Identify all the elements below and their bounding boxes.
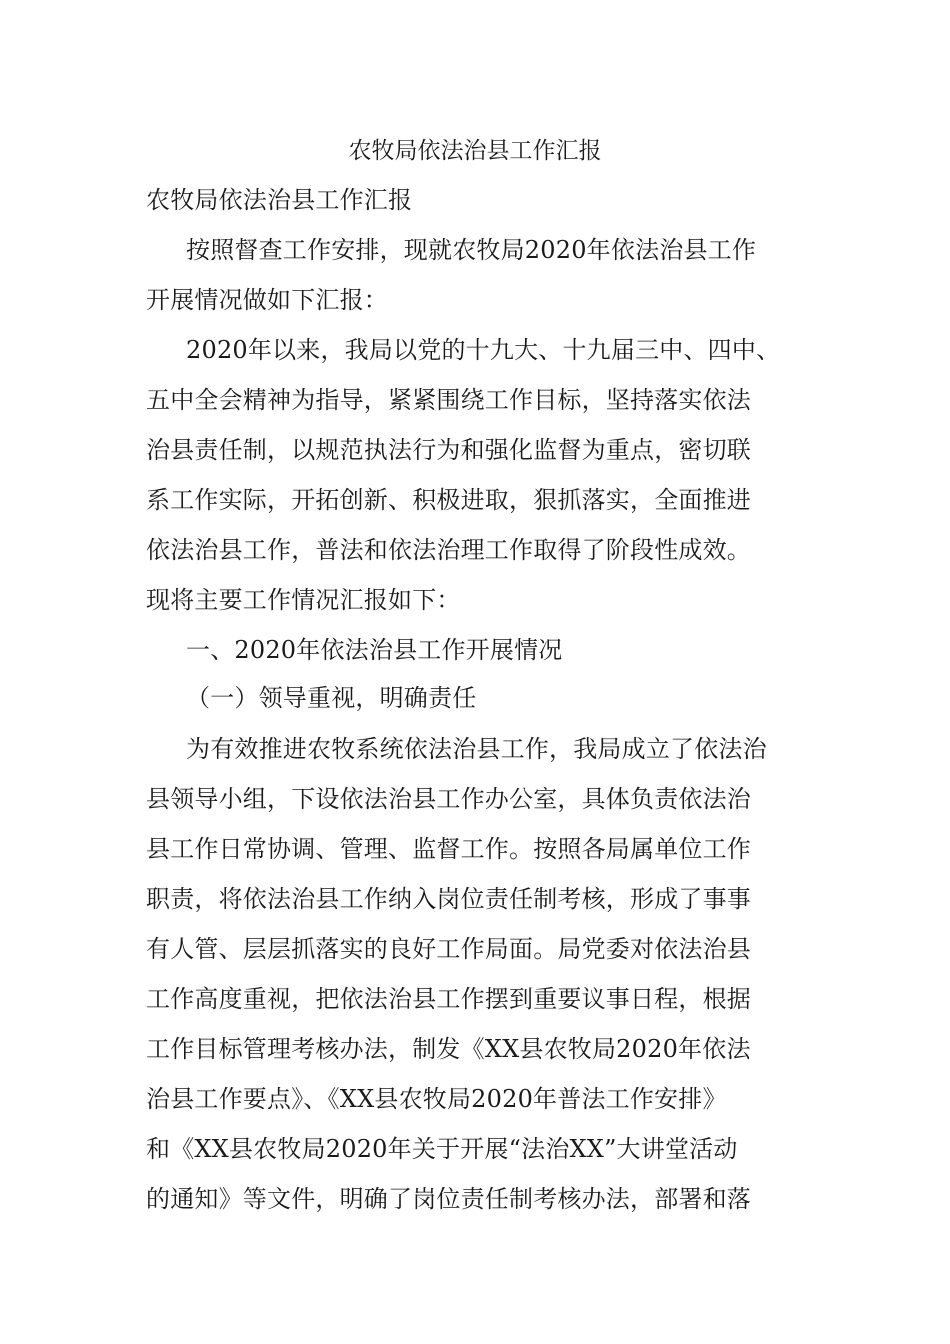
paragraph-line: 为有效推进农牧系统依法治县工作，我局成立了依法治 (186, 735, 767, 763)
document-subtitle: 农牧局依法治县工作汇报 (146, 186, 413, 214)
paragraph-line: 县工作日常协调、管理、监督工作。按照各局属单位工作 (146, 835, 751, 863)
paragraph-line: 系工作实际，开拓创新、积极进取，狠抓落实，全面推进 (146, 486, 751, 514)
paragraph-line: 县领导小组，下设依法治县工作办公室，具体负责依法治 (146, 785, 751, 813)
paragraph-line: 开展情况做如下汇报： (146, 286, 388, 314)
paragraph-line: 职责，将依法治县工作纳入岗位责任制考核，形成了事事 (146, 885, 751, 913)
paragraph-line: 有人管、层层抓落实的良好工作局面。局党委对依法治县 (146, 935, 751, 963)
section-heading: 一、2020年依法治县工作开展情况 (186, 636, 563, 664)
document-title: 农牧局依法治县工作汇报 (348, 138, 602, 164)
subsection-heading: （一）领导重视，明确责任 (186, 684, 477, 712)
paragraph-line: 和《XX县农牧局2020年关于开展“法治XX”大讲堂活动 (146, 1135, 738, 1163)
paragraph-line: 按照督查工作安排，现就农牧局2020年依法治县工作 (186, 236, 757, 264)
paragraph-line: 治县工作要点》、《XX县农牧局2020年普法工作安排》 (146, 1085, 727, 1113)
paragraph-line: 的通知》等文件，明确了岗位责任制考核办法，部署和落 (146, 1185, 751, 1213)
paragraph-line: 五中全会精神为指导，紧紧围绕工作目标，坚持落实依法 (146, 386, 751, 414)
paragraph-line: 现将主要工作情况汇报如下： (146, 586, 461, 614)
paragraph-line: 治县责任制，以规范执法行为和强化监督为重点，密切联 (146, 436, 751, 464)
paragraph-line: 工作高度重视，把依法治县工作摆到重要议事日程，根据 (146, 985, 751, 1013)
paragraph-line: 工作目标管理考核办法，制发《XX县农牧局2020年依法 (146, 1035, 751, 1063)
paragraph-line: 2020年以来，我局以党的十九大、十九届三中、四中、 (186, 336, 781, 364)
paragraph-line: 依法治县工作，普法和依法治理工作取得了阶段性成效。 (146, 536, 751, 564)
